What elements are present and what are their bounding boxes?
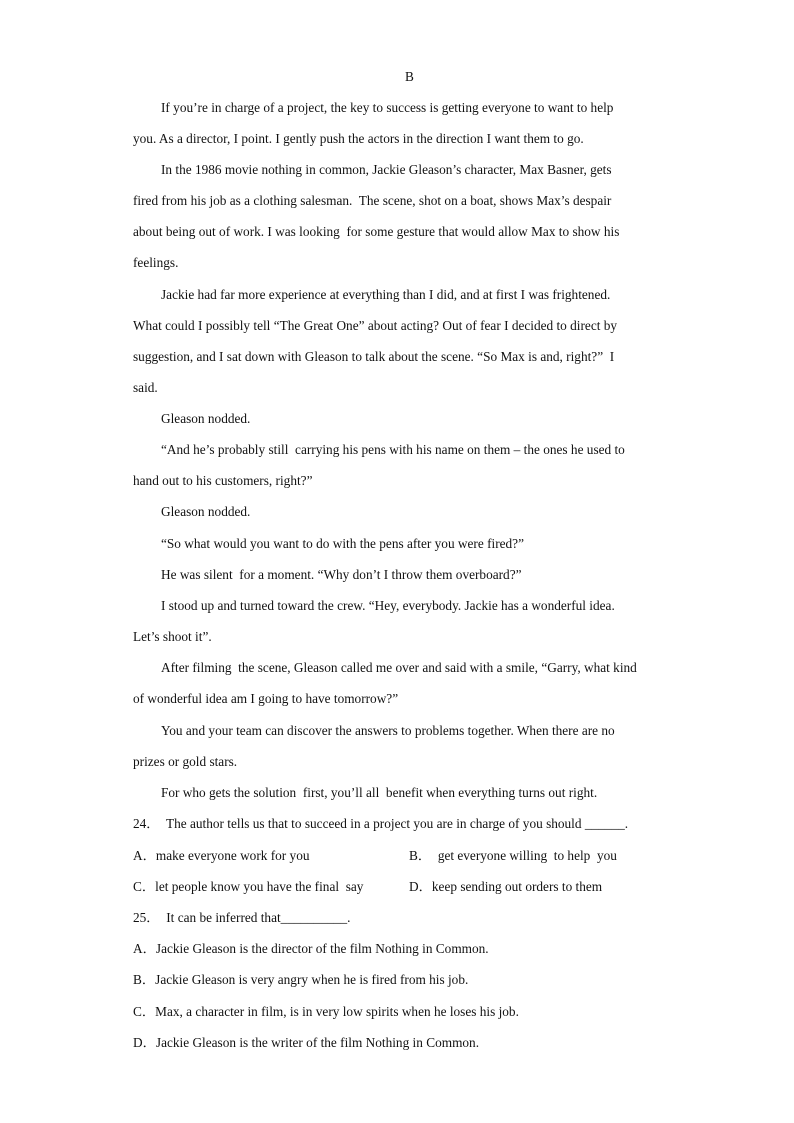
- passage-line: Gleason nodded.: [161, 411, 251, 426]
- passage-line: you. As a director, I point. I gently push the actors in the direction I want them to go.: [133, 131, 584, 146]
- question-25-option-a: A．Jackie Gleason is the director of the film Nothing in Common.: [133, 941, 489, 956]
- passage-line: prizes or gold stars.: [133, 754, 238, 769]
- question-24-option-b: B． get everyone willing to help you: [409, 848, 617, 863]
- passage-line: “So what would you want to do with the pens after you were fired?”: [161, 536, 524, 551]
- question-25-option-d: D．Jackie Gleason is the writer of the film Nothing in Common.: [133, 1035, 480, 1050]
- question-25-option-b: B．Jackie Gleason is very angry when he is fired from his job.: [133, 972, 469, 987]
- question-25-option-c: C．Max, a character in film, is in very low spirits when he loses his job.: [133, 1004, 519, 1019]
- question-24-option-c: C．let people know you have the final say: [133, 879, 364, 894]
- passage-line: about being out of work. I was looking for some gesture that would allow Max to show his: [133, 224, 620, 239]
- passage-line: Gleason nodded.: [161, 504, 251, 519]
- question-25-stem: 25． It can be inferred that__________.: [133, 910, 351, 925]
- passage-line: In the 1986 movie nothing in common, Jackie Gleason’s character, Max Basner, gets: [161, 162, 612, 177]
- passage-line: If you’re in charge of a project, the key to success is getting everyone to want to help: [161, 100, 614, 115]
- question-24-option-a: A．make everyone work for you: [133, 848, 310, 863]
- passage-line: fired from his job as a clothing salesman. The scene, shot on a boat, shows Max’s despair: [133, 193, 612, 208]
- passage-line: You and your team can discover the answers to problems together. When there are no: [161, 723, 615, 738]
- passage-line: suggestion, and I sat down with Gleason to talk about the scene. “So Max is and, right?” I: [133, 349, 615, 364]
- question-24-stem: 24． The author tells us that to succeed in a project you are in charge of you should ______.: [133, 816, 629, 831]
- passage-line: hand out to his customers, right?”: [133, 473, 313, 488]
- passage-line: feelings.: [133, 255, 179, 270]
- passage-line: said.: [133, 380, 158, 395]
- passage-line: For who gets the solution first, you’ll all benefit when everything turns out right.: [161, 785, 598, 800]
- passage-line: He was silent for a moment. “Why don’t I throw them overboard?”: [161, 567, 522, 582]
- passage-line: After filming the scene, Gleason called me over and said with a smile, “Garry, what kind: [161, 660, 637, 675]
- section-title: B: [405, 69, 414, 84]
- passage-line: Let’s shoot it”.: [133, 629, 212, 644]
- passage-line: I stood up and turned toward the crew. “Hey, everybody. Jackie has a wonderful idea.: [161, 598, 615, 613]
- passage-line: “And he’s probably still carrying his pens with his name on them – the ones he used to: [161, 442, 625, 457]
- passage-line: of wonderful idea am I going to have tomorrow?”: [133, 691, 399, 706]
- passage-line: Jackie had far more experience at everything than I did, and at first I was frightened.: [161, 287, 611, 302]
- question-24-option-d: D．keep sending out orders to them: [409, 879, 603, 894]
- passage-line: What could I possibly tell “The Great One” about acting? Out of fear I decided to direct by: [133, 318, 618, 333]
